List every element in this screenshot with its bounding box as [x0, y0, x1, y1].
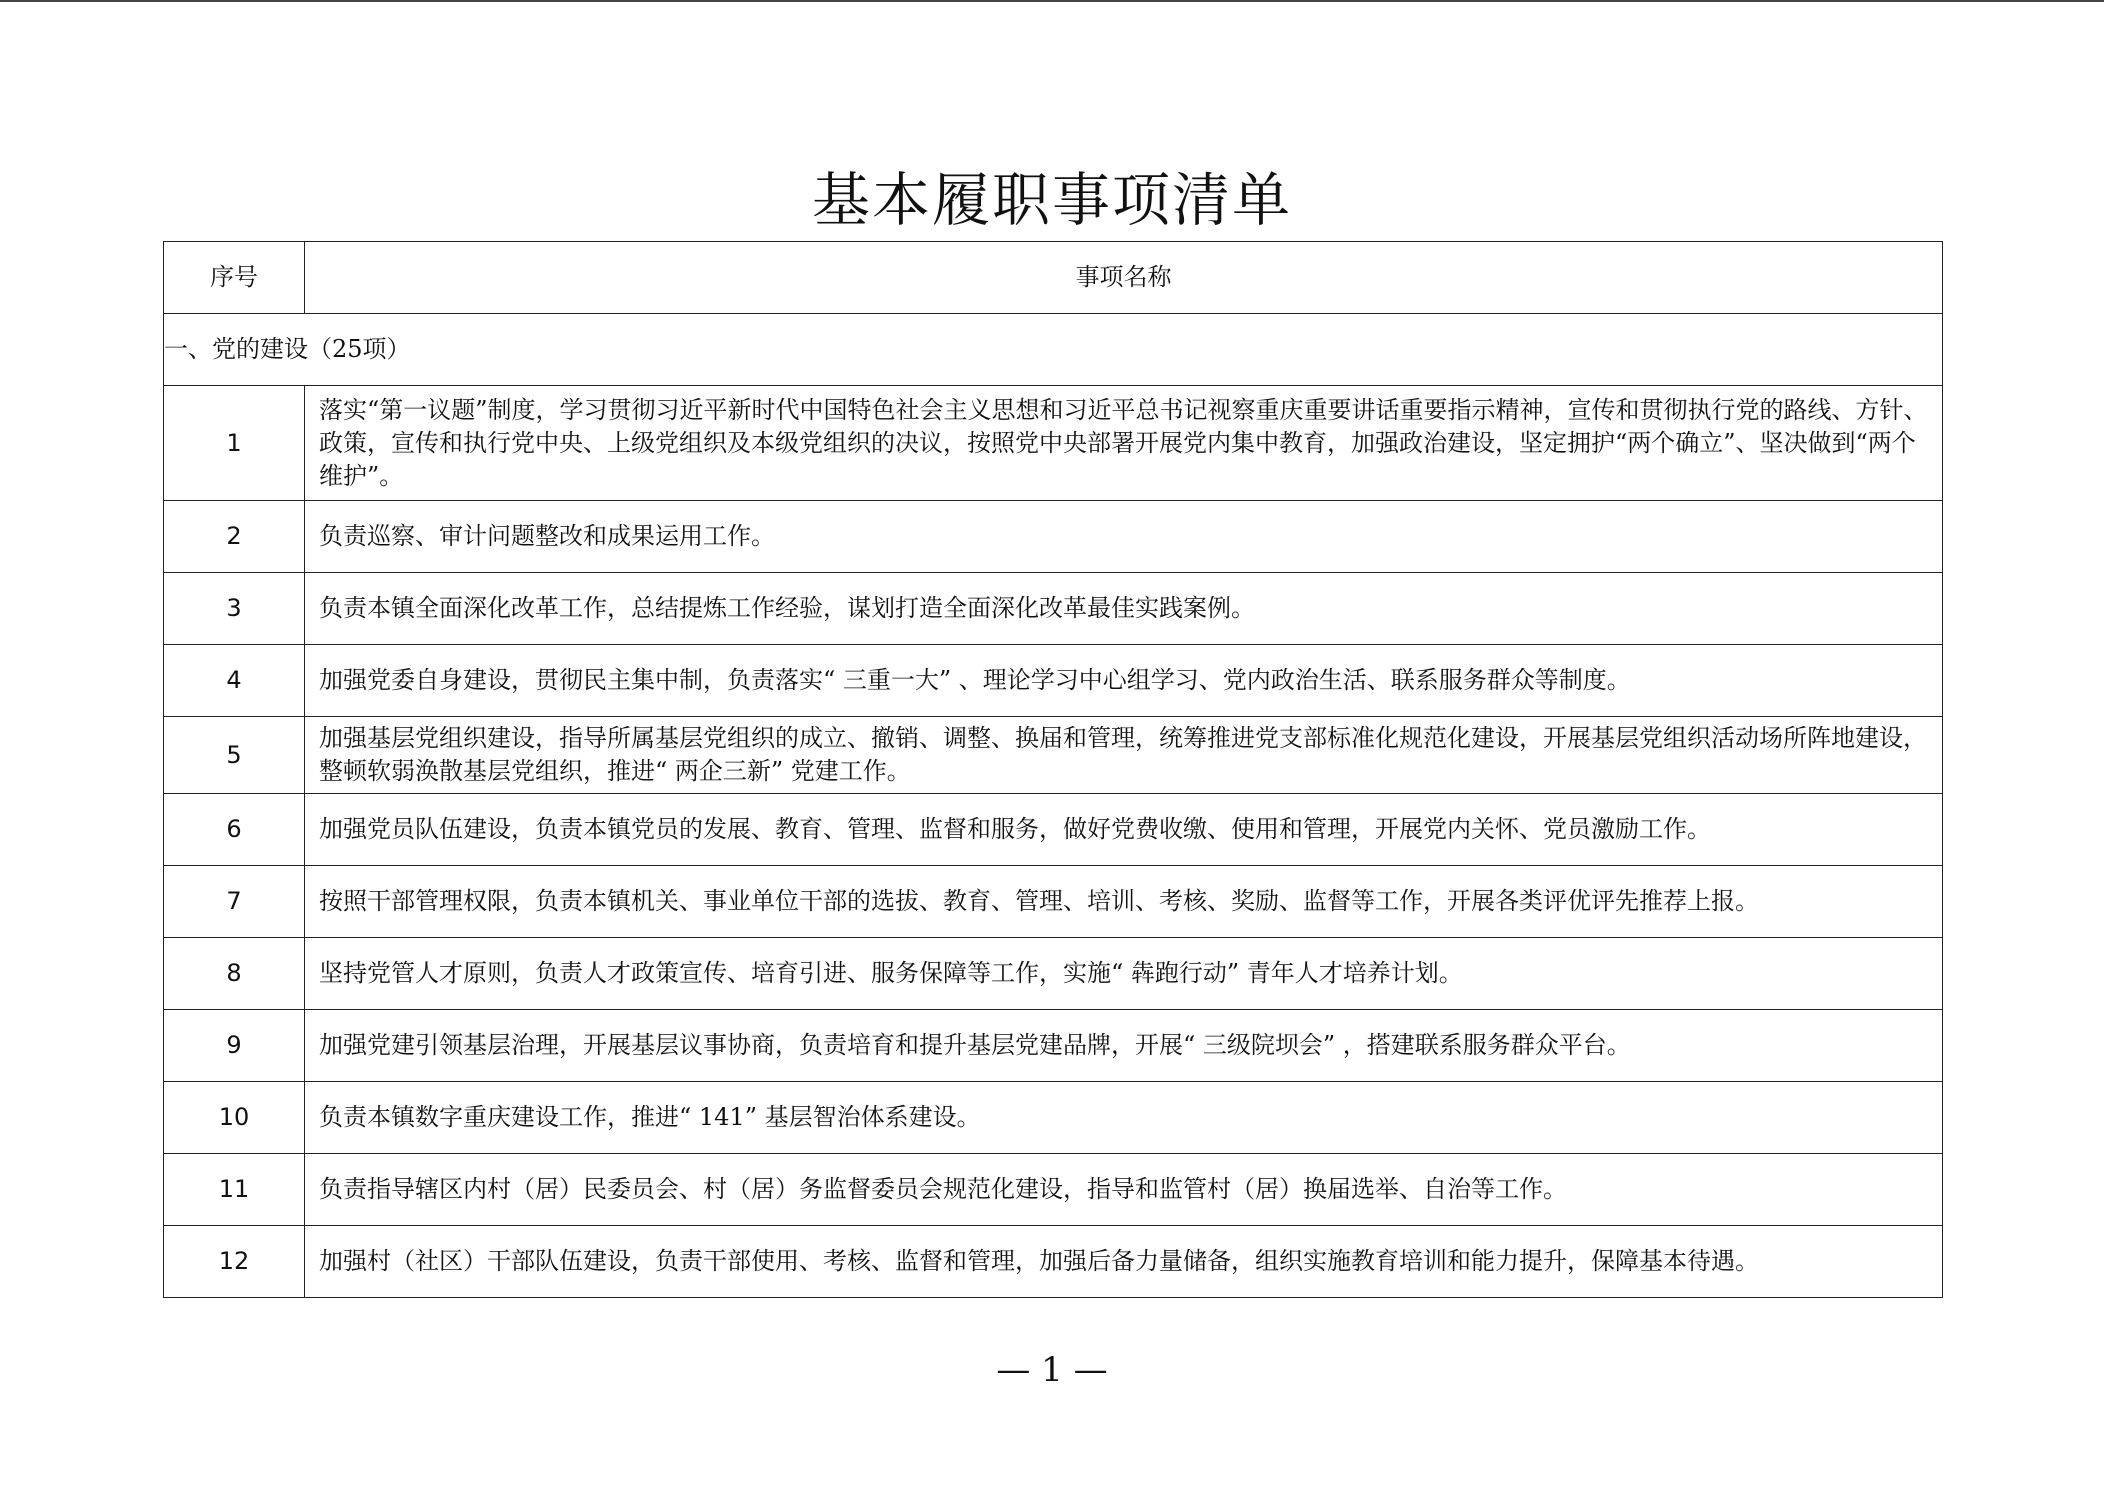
table-row	[164, 386, 1943, 501]
table-row	[164, 573, 1943, 645]
page-number: — 1 —	[996, 1350, 1108, 1390]
table-row	[164, 645, 1943, 717]
table-header-row	[164, 242, 1943, 314]
row-seq: 8	[164, 938, 305, 1010]
category-label: 一、党的建设（25项）	[164, 314, 1943, 386]
top-border-line	[0, 0, 2104, 2]
row-item-text: 负责巡察、审计问题整改和成果运用工作。	[305, 501, 1943, 573]
row-seq: 1	[164, 386, 305, 501]
duty-items-table	[163, 241, 1943, 1298]
table-row	[164, 794, 1943, 866]
header-item-name: 事项名称	[305, 242, 1943, 314]
document-title: 基本履职事项清单	[811, 166, 1292, 234]
row-seq: 6	[164, 794, 305, 866]
row-item-text: 加强党建引领基层治理，开展基层议事协商，负责培育和提升基层党建品牌，开展“ 三级院坝会” ，搭建联系服务群众平台。	[305, 1010, 1943, 1082]
row-seq: 10	[164, 1082, 305, 1154]
row-seq: 11	[164, 1154, 305, 1226]
row-seq: 9	[164, 1010, 305, 1082]
row-seq: 12	[164, 1226, 305, 1298]
row-item-text: 按照干部管理权限，负责本镇机关、事业单位干部的选拔、教育、管理、培训、考核、奖励、监督等工作，开展各类评优评先推荐上报。	[305, 866, 1943, 938]
table-row	[164, 1010, 1943, 1082]
table-row	[164, 866, 1943, 938]
row-item-text: 加强党委自身建设，贯彻民主集中制，负责落实“ 三重一大” 、理论学习中心组学习、党内政治生活、联系服务群众等制度。	[305, 645, 1943, 717]
row-item-text: 落实“第一议题”制度，学习贯彻习近平新时代中国特色社会主义思想和习近平总书记视察重庆重要讲话重要指示精神，宣传和贯彻执行党的路线、方针、政策，宣传和执行党中央、上级党组织及本级党组织的决议，按照党中央部署开展党内集中教育，加强政治建设，坚定拥护“两个确立”、坚决做到“两个维护”。	[305, 386, 1943, 501]
row-seq: 5	[164, 717, 305, 794]
table-row	[164, 717, 1943, 794]
row-item-text: 坚持党管人才原则，负责人才政策宣传、培育引进、服务保障等工作，实施“ 犇跑行动” 青年人才培养计划。	[305, 938, 1943, 1010]
table-row	[164, 1154, 1943, 1226]
table-row	[164, 938, 1943, 1010]
row-item-text: 加强村（社区）干部队伍建设，负责干部使用、考核、监督和管理，加强后备力量储备，组织实施教育培训和能力提升，保障基本待遇。	[305, 1226, 1943, 1298]
row-item-text: 负责本镇数字重庆建设工作，推进“ 141” 基层智治体系建设。	[305, 1082, 1943, 1154]
header-seq: 序号	[164, 242, 305, 314]
row-item-text: 加强党员队伍建设，负责本镇党员的发展、教育、管理、监督和服务，做好党费收缴、使用和管理，开展党内关怀、党员激励工作。	[305, 794, 1943, 866]
row-seq: 7	[164, 866, 305, 938]
table-row	[164, 501, 1943, 573]
row-item-text: 负责本镇全面深化改革工作，总结提炼工作经验，谋划打造全面深化改革最佳实践案例。	[305, 573, 1943, 645]
row-item-text: 加强基层党组织建设，指导所属基层党组织的成立、撤销、调整、换届和管理，统筹推进党支部标准化规范化建设，开展基层党组织活动场所阵地建设，整顿软弱涣散基层党组织，推进“ 两企三新” 党建工作。	[305, 717, 1943, 794]
row-item-text: 负责指导辖区内村（居）民委员会、村（居）务监督委员会规范化建设，指导和监管村（居）换届选举、自治等工作。	[305, 1154, 1943, 1226]
row-seq: 4	[164, 645, 305, 717]
row-seq: 3	[164, 573, 305, 645]
table-row	[164, 1082, 1943, 1154]
category-row	[164, 314, 1943, 386]
row-seq: 2	[164, 501, 305, 573]
table-row	[164, 1226, 1943, 1298]
